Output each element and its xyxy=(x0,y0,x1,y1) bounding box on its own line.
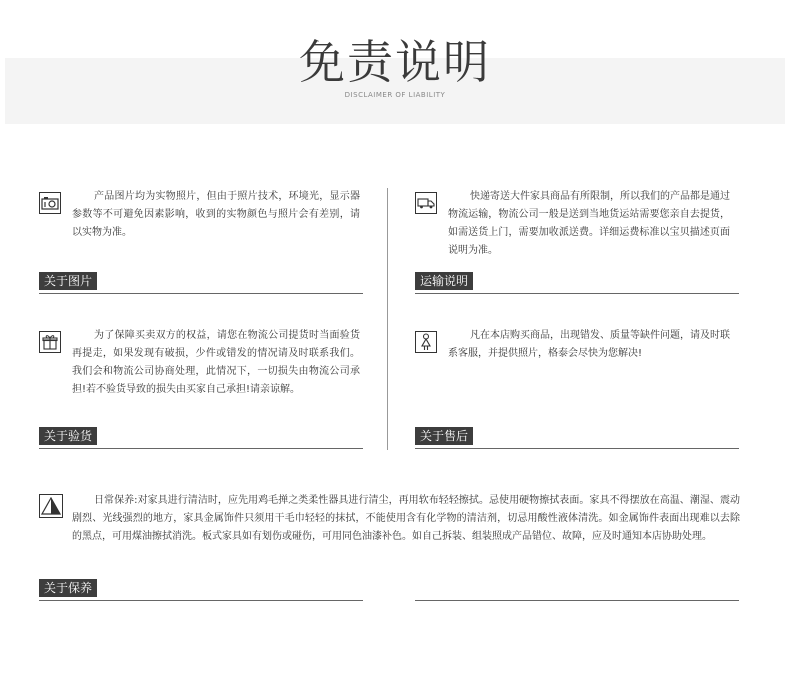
page-title: 免责说明 xyxy=(299,35,491,89)
truck-icon xyxy=(415,192,437,214)
aftersales-text: 凡在本店购买商品，出现错发、质量等缺件问题，请及时联系客服，并提供照片，格泰会尽快为您解决! xyxy=(448,330,730,359)
gift-box-icon xyxy=(39,331,61,353)
aftersales-label: 关于售后 xyxy=(415,427,473,445)
inspection-label: 关于验货 xyxy=(39,427,97,445)
warning-triangle-icon xyxy=(39,494,63,518)
pictures-text: 产品图片均为实物照片，但由于照片技术，环境光，显示器参数等不可避免因素影响，收到的实物颜色与照片会有差别，请以实物为准。 xyxy=(72,191,360,238)
shipping-underline xyxy=(415,293,739,294)
pictures-label: 关于图片 xyxy=(39,272,97,290)
inspection-underline xyxy=(39,448,363,449)
page-subtitle: DISCLAIMER OF LIABILITY xyxy=(344,91,446,99)
inspection-text: 为了保障买卖双方的权益，请您在物流公司提货时当面验货再提走，如果发现有破损，少件或错发的情况请及时联系我们。我们会和物流公司协商处理，此情况下，一切损失由物流公司承担!若不验货导致的损失由买家自己承担!请亲谅解。 xyxy=(72,330,360,395)
shipping-label: 运输说明 xyxy=(415,272,473,290)
maintenance-text: 日常保养:对家具进行清洁时，应先用鸡毛掸之类柔性器具进行清尘，再用软布轻轻擦拭。忌使用硬物擦拭表面。家具不得摆放在高温、潮湿、震动剧烈、光线强烈的地方，家具金属饰件只须用干毛巾轻轻的抹拭，不能使用含有化学物的清洁剂，切忌用酸性液体清洗。如金属饰件表面出现难以去除的黑点，可用煤油擦拭消洗。板式家具如有划伤或碰伤，可用同色油漆补色。如自己拆装、组装照成产品错位、故障，应及时通知本店协助处理。 xyxy=(72,495,740,542)
camera-icon xyxy=(39,192,61,214)
maintenance-underline-right xyxy=(415,600,739,601)
maintenance-underline-left xyxy=(39,600,363,601)
column-divider xyxy=(387,188,388,450)
pictures-underline xyxy=(39,293,363,294)
maintenance-label: 关于保养 xyxy=(39,579,97,597)
aftersales-underline xyxy=(415,448,739,449)
shipping-text: 快递寄送大件家具商品有所限制，所以我们的产品都是通过物流运输，物流公司一般是送到当地货运站需要您亲自去提货，如需送货上门，需要加收派送费。详细运费标准以宝贝描述页面说明为准。 xyxy=(448,191,730,256)
person-icon xyxy=(415,331,437,353)
